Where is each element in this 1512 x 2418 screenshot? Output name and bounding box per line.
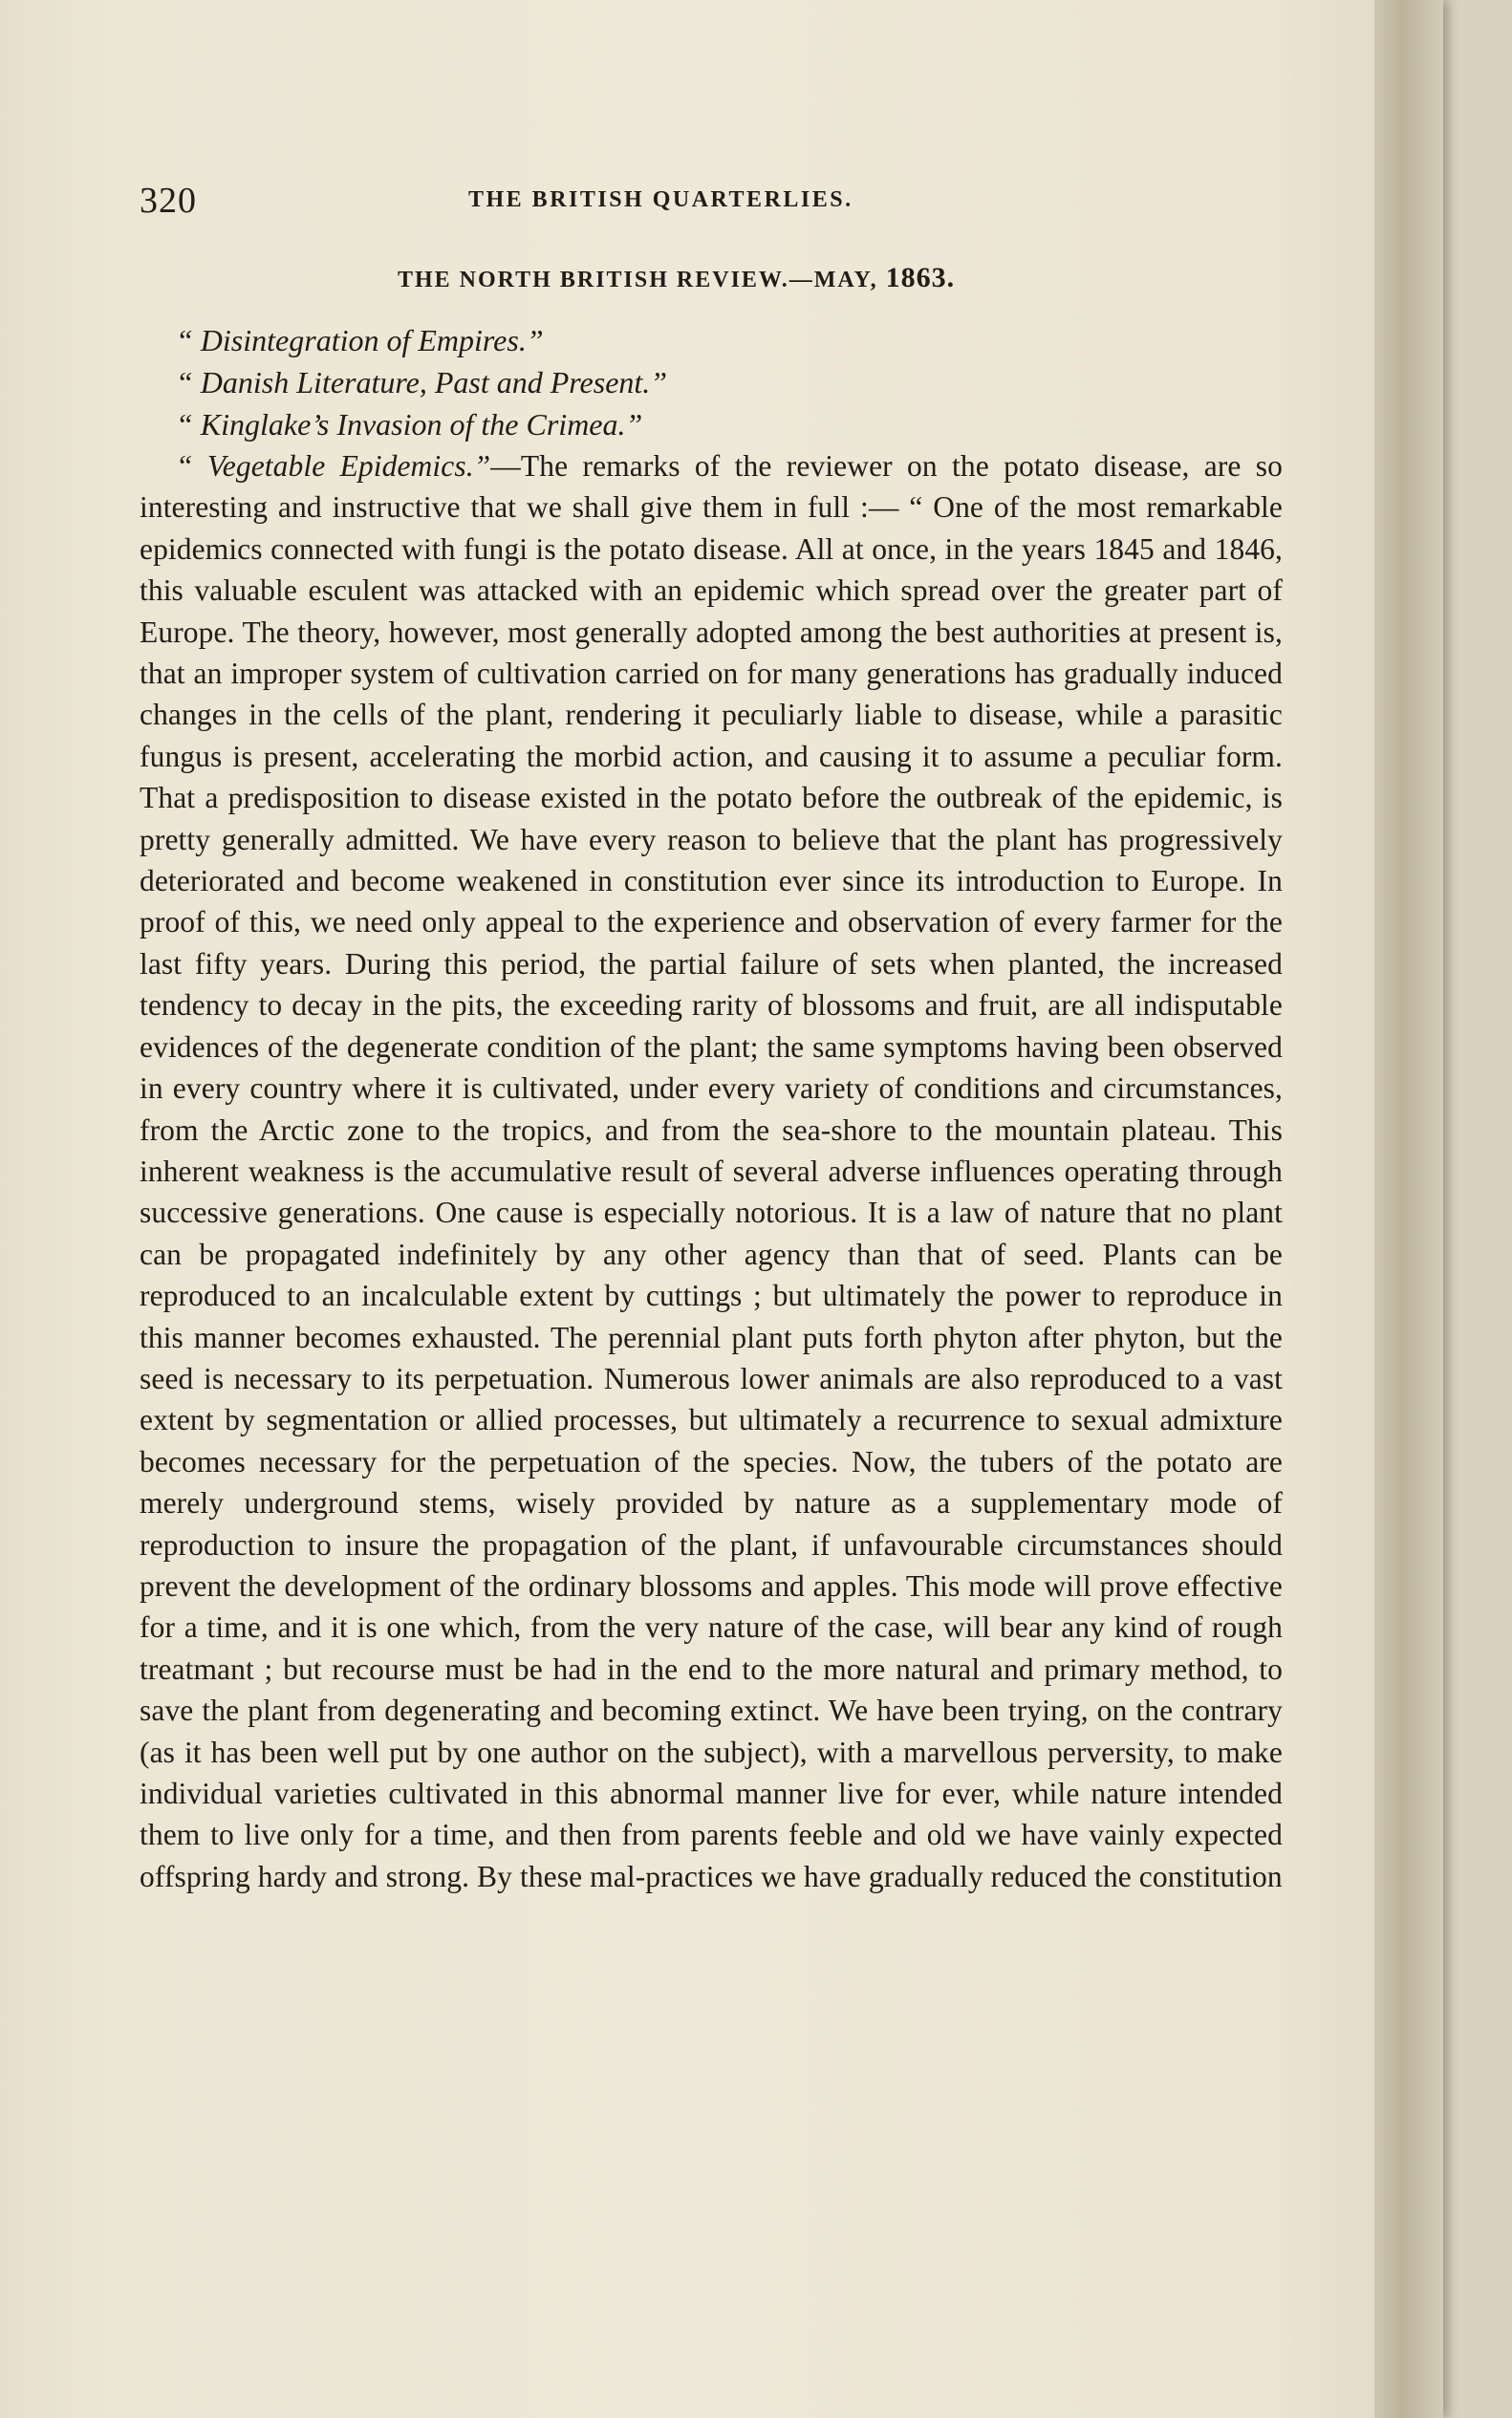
article-title: “ Kinglake’s Invasion of the Crimea.” <box>176 407 643 442</box>
running-head <box>140 172 1283 226</box>
section-heading-year: 1863. <box>885 262 956 293</box>
article-body-text: —The remarks of the reviewer on the potato disease, are so interesting and instructive that we shall give them in full :— “ One of the most remarkable epidemics connected with fungi is the potato disease. All at once, in the years 1845 and 1846, this valuable esculent was attacked with an epidemic which spread over the greater part of Europe. The theory, however, most generally adopted among the best authorities at present is, that an improper system of cultivation carried on for many generations has gradually induced changes in the cells of the plant, rendering it peculiarly liable to disease, while a parasitic fungus is present, accelerating the morbid action, and causing it to assume a peculiar form. That a predisposition to disease existed in the potato before the outbreak of the epidemic, is pretty generally admitted. We have every reason to believe that the plant has progressively deteriorated and become weakened in constitution ever since its introduction to Europe. In proof of this, we need only appeal to the experience and observation of every farmer for the last fifty years. During this period, the partial failure of sets when planted, the increased tendency to decay in the pits, the exceeding rarity of blossoms and fruit, are all indisputable evidences of the degenerate condition of the plant; the same symptoms having been observed in every country where it is cultivated, under every variety of conditions and circumstances, from the Arctic zone to the tropics, and from the sea-shore to the mountain plateau. This inherent weakness is the accumulative result of several adverse influences operating through successive generations. One cause is especially notorious. It is a law of nature that no plant can be propagated indefinitely by any other agency than that of seed. Plants can be reproduced to an incalculable extent by cuttings ; but ultimately the power to reproduce in this manner becomes exhausted. The perennial plant puts forth phyton after phyton, but the seed is necessary to its perpetuation. Numerous lower animals are also reproduced to a vast extent by segmentation or allied processes, but ultimately a recurrence to sexual admixture becomes necessary for the perpetuation of the species. Now, the tubers of the potato are merely underground stems, wisely provided by nature as a supplementary mode of reproduction to insure the propagation of the plant, if unfavourable circumstances should prevent the development of the ordinary blossoms and apples. This mode will prove effective for a time, and it is one which, from the very nature of the case, will bear any kind of rough treatmant ; but recourse must be had in the end to the more natural and primary method, to save the plant from degenerating and becoming extinct. We have been trying, on the contrary (as it has been well put by one author on the subject), with a marvellous perversity, to make individual varieties cultivated in this abnormal manner live for ever, while nature intended them to live only for a time, and then from parents feeble and old we have vainly expected offspring hardy and strong. By these mal-practices we have gradually reduced the constitution <box>140 449 1284 1893</box>
article-title: “ Danish Literature, Past and Present.” <box>176 365 668 399</box>
section-heading <box>398 262 1283 300</box>
page-number: 320 <box>140 181 197 221</box>
article-body <box>140 445 1283 1897</box>
article-lead-title: “ Vegetable Epidemics.” <box>176 449 491 483</box>
book-gutter <box>1374 0 1443 2418</box>
article-list <box>140 319 1283 445</box>
section-heading-text: THE NORTH BRITISH REVIEW.—MAY, <box>398 268 878 292</box>
article-title: “ Disintegration of Empires.” <box>176 323 544 357</box>
page-content <box>140 172 1283 1897</box>
running-title: THE BRITISH QUARTERLIES. <box>468 187 853 212</box>
